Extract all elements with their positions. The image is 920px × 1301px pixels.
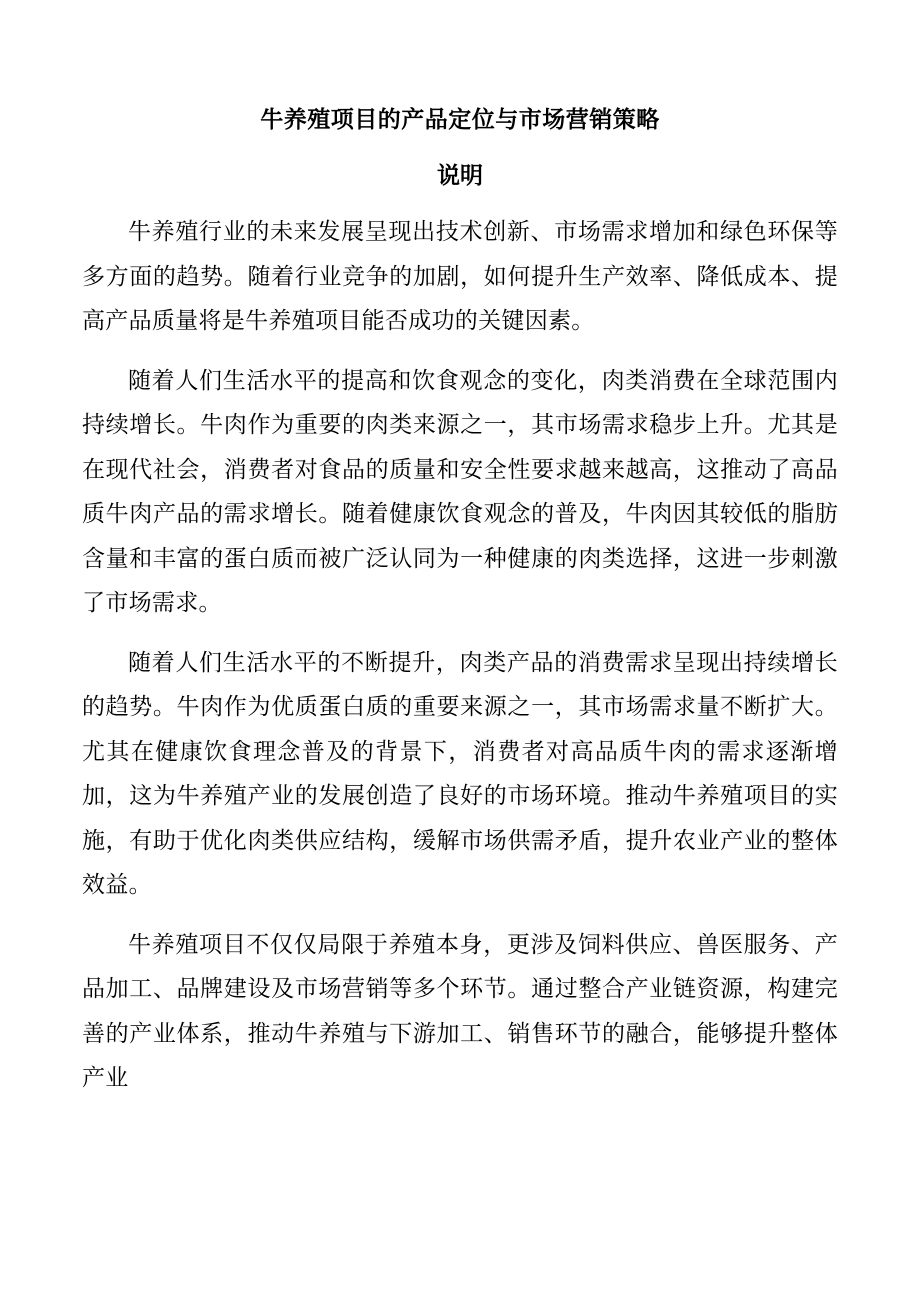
paragraph-4: 牛养殖项目不仅仅局限于养殖本身，更涉及饲料供应、兽医服务、产品加工、品牌建设及市场营销等多个环节。通过整合产业链资源，构建完善的产业体系，推动牛养殖与下游加工、销售环节的融合，能够提升整体产业 <box>82 931 838 1091</box>
document-body <box>82 210 838 1116</box>
document-title: 牛养殖项目的产品定位与市场营销策略 <box>260 106 660 133</box>
paragraph-1: 牛养殖行业的未来发展呈现出技术创新、市场需求增加和绿色环保等多方面的趋势。随着行业竞争的加剧，如何提升生产效率、降低成本、提高产品质量将是牛养殖项目能否成功的关键因素。 <box>82 219 838 334</box>
section-heading: 说明 <box>437 162 483 189</box>
paragraph-3: 随着人们生活水平的不断提升，肉类产品的消费需求呈现出持续增长的趋势。牛肉作为优质蛋白质的重要来源之一，其市场需求量不断扩大。尤其在健康饮食理念普及的背景下，消费者对高品质牛肉的需求逐渐增加，这为牛养殖产业的发展创造了良好的市场环境。推动牛养殖项目的实施，有助于优化肉类供应结构，缓解市场供需矛盾，提升农业产业的整体效益。 <box>82 649 838 898</box>
paragraph-2: 随着人们生活水平的提高和饮食观念的变化，肉类消费在全球范围内持续增长。牛肉作为重要的肉类来源之一，其市场需求稳步上升。尤其是在现代社会，消费者对食品的质量和安全性要求越来越高，这推动了高品质牛肉产品的需求增长。随着健康饮食观念的普及，牛肉因其较低的脂肪含量和丰富的蛋白质而被广泛认同为一种健康的肉类选择，这进一步刺激了市场需求。 <box>82 367 838 616</box>
